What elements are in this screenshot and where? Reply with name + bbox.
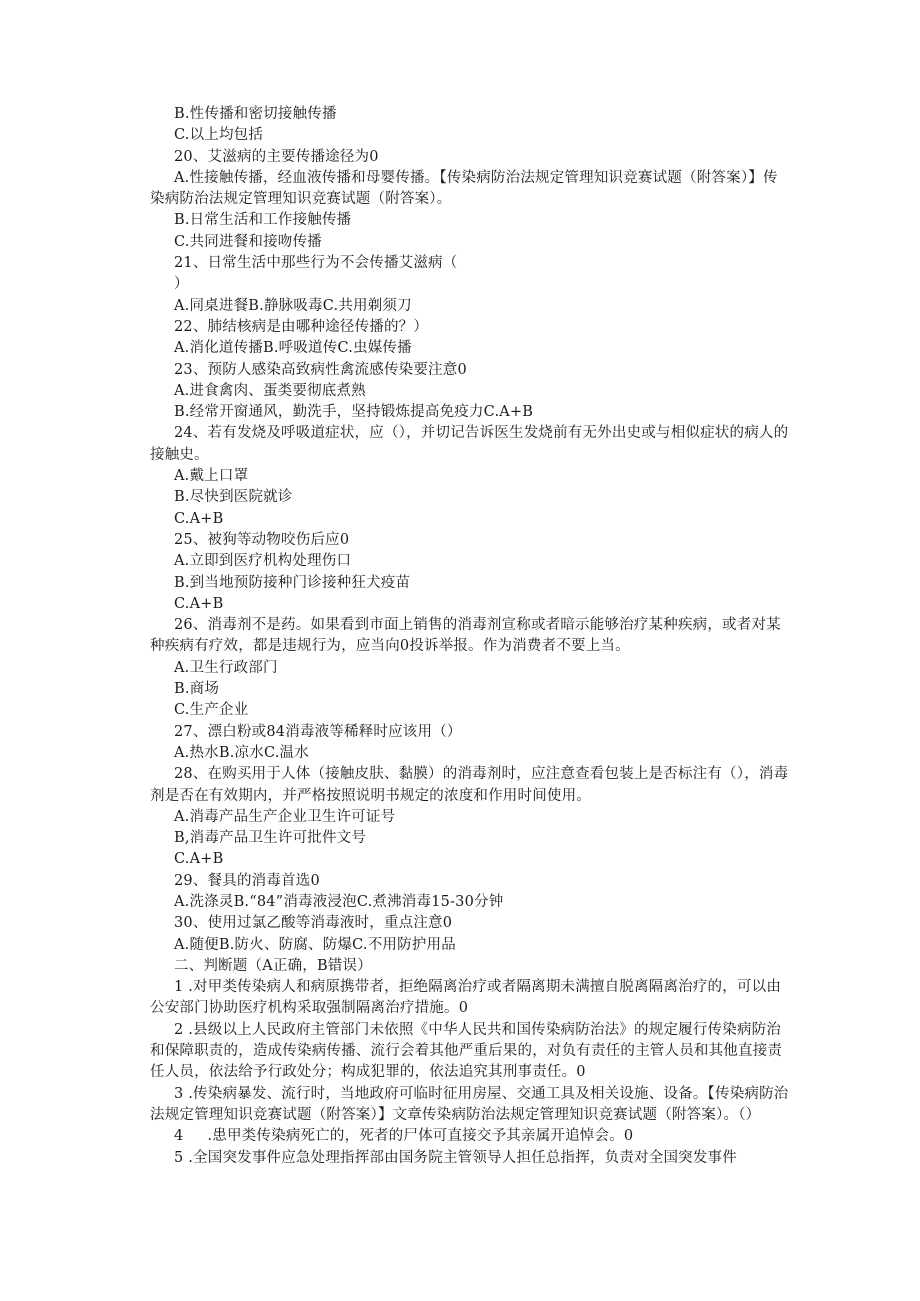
text-line: A.同桌进餐B.静脉吸毒C.共用剃须刀 — [174, 297, 412, 314]
text-line: 1 .对甲类传染病人和病原携带者，拒绝隔离治疗或者隔离期未满擅自脱离隔离治疗的，可以由公安部门协助医疗机构采取强制隔离治疗措施。0 — [150, 979, 782, 1017]
text-line: C.A+B — [174, 851, 224, 868]
text-line: 28、在购买用于人体（接触皮肤、黏膜）的消毒剂时，应注意查看包装上是否标注有（），消毒剂是否在有效期内，并严格按照说明书规定的浓度和作用时间使用。 — [150, 766, 789, 804]
text-line: 30、使用过氯乙酸等消毒液时，重点注意0 — [174, 915, 453, 932]
text-line: A.洗涤灵B.“84”消毒液浸泡C.煮沸消毒15-30分钟 — [174, 893, 504, 910]
text-line: 二、判断题（A正确，B错误） — [174, 957, 372, 974]
text-line: 23、预防人感染高致病性禽流感传染要注意0 — [174, 361, 467, 378]
text-line: B,消毒产品卫生许可批件文号 — [174, 830, 367, 847]
text-line: A.随便B.防火、防腐、防爆C.不用防护用品 — [174, 936, 456, 953]
text-line: B.商场 — [174, 681, 220, 698]
text-line: A.戴上口罩 — [174, 468, 249, 485]
text-line: C.以上均包括 — [174, 127, 264, 144]
text-line: 26、消毒剂不是药。如果看到市面上销售的消毒剂宣称或者暗示能够治疗某种疾病，或者对某种疾病有疗效，都是违规行为，应当向0投诉举报。作为消费者不要上当。 — [150, 617, 781, 655]
text-line: C.A+B — [174, 510, 224, 527]
text-line: C.共同进餐和接吻传播 — [174, 233, 322, 250]
text-line: 25、被狗等动物咬伤后应0 — [174, 531, 350, 548]
text-line: 21、日常生活中那些行为不会传播艾滋病（ — [174, 255, 458, 272]
text-line: B.尽快到医院就诊 — [174, 489, 293, 506]
text-line: 29、餐具的消毒首选0 — [174, 872, 320, 889]
text-line: 2 .县级以上人民政府主管部门未依照《中华人民共和国传染病防治法》的规定履行传染病防治和保障职责的，造成传染病传播、流行会着其他严重后果的，对负有责任的主管人员和其他直接责任人员，依法给予行政处分；构成犯罪的，依法追究其刑事责任。0 — [150, 1021, 783, 1081]
text-line: A.进食禽肉、蛋类要彻底煮熟 — [174, 382, 366, 399]
text-line: 5 .全国突发事件应急处理指挥部由国务院主管领导人担任总指挥，负责对全国突发事件 — [174, 1149, 737, 1166]
text-line: 27、漂白粉或84消毒液等稀释时应该用（） — [174, 723, 462, 740]
text-line: A.消化道传播B.呼吸道传C.虫媒传播 — [174, 340, 412, 357]
text-line: A.立即到医疗机构处理伤口 — [174, 553, 352, 570]
text-line: B.日常生活和工作接触传播 — [174, 212, 352, 229]
text-line: 3 .传染病暴发、流行时，当地政府可临时征用房屋、交通工具及相关设施、设备。【传染病防治法规定管理知识竞赛试题（附答案）】文章传染病防治法规定管理知识竞赛试题（附答案）。（） — [150, 1085, 789, 1123]
text-line: C.A+B — [174, 595, 224, 612]
text-line: B.经常开窗通风，勤洗手，坚持锻炼提高免疫力C.A+B — [174, 404, 534, 421]
text-line: A.消毒产品生产企业卫生许可证号 — [174, 808, 396, 825]
text-line: 4 .患甲类传染病死亡的，死者的尸体可直接交予其亲属开追悼会。0 — [174, 1128, 634, 1145]
text-line: ） — [174, 276, 189, 293]
document-body — [150, 104, 790, 1169]
text-line: 22、肺结核病是由哪种途径传播的？） — [174, 318, 429, 335]
text-line: B.性传播和密切接触传播 — [174, 106, 337, 122]
text-line: A.热水B.凉水C.温水 — [174, 744, 309, 761]
text-line: A.性接触传播，经血液传播和母婴传播。【传染病防治法规定管理知识竞赛试题（附答案）】传染病防治法规定管理知识竞赛试题（附答案）。 — [150, 169, 778, 208]
text-line: B.到当地预防接种门诊接种狂犬疫苗 — [174, 574, 411, 591]
text-line: A.卫生行政部门 — [174, 659, 278, 676]
text-line: C.生产企业 — [174, 702, 249, 719]
text-line: 24、若有发烧及呼吸道症状，应（），并切记告诉医生发烧前有无外出史或与相似症状的病人的接触史。 — [150, 425, 789, 463]
text-line: 20、艾滋病的主要传播途径为0 — [174, 148, 379, 165]
